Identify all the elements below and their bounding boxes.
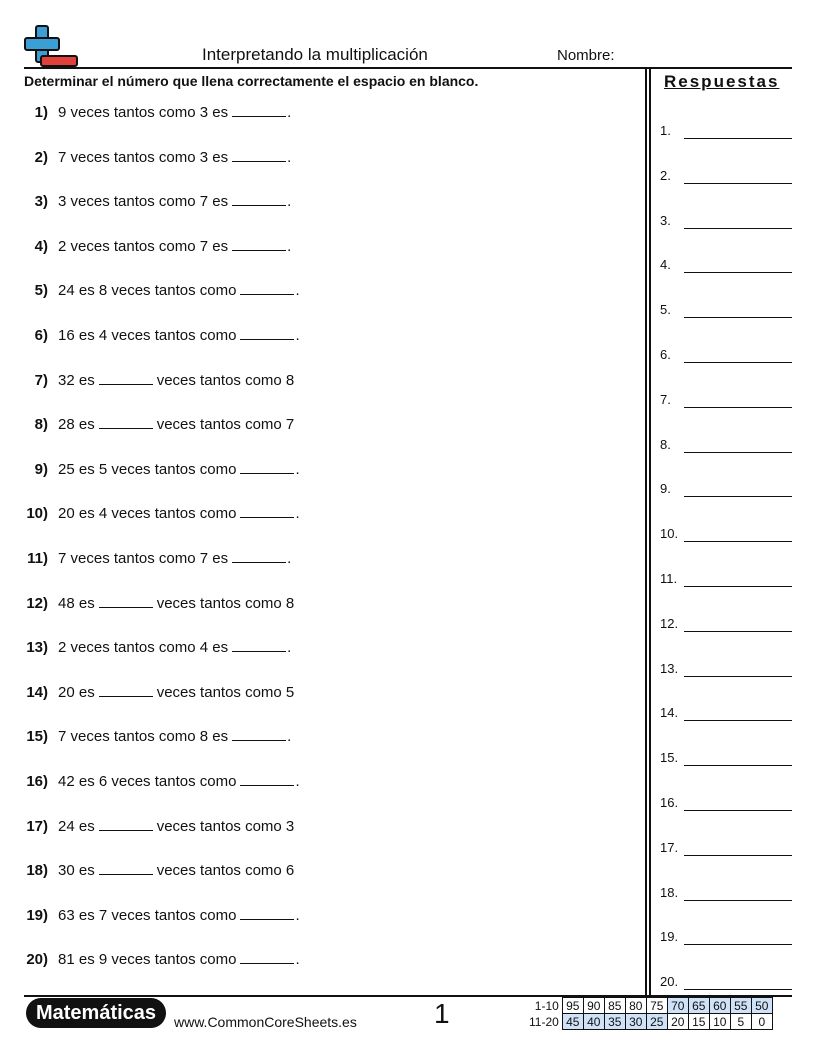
problem-item	[24, 370, 294, 390]
problem-number: 10)	[26, 505, 48, 523]
problem-text-before: 25 es 5 veces tantos como	[58, 460, 237, 478]
fill-in-blank[interactable]	[232, 147, 286, 162]
answer-line[interactable]	[684, 631, 792, 632]
answer-row	[660, 658, 792, 678]
problem-text-before: 28 es	[58, 416, 95, 434]
answer-line[interactable]	[684, 810, 792, 811]
answer-row	[660, 926, 792, 946]
answer-number: 6.	[660, 347, 671, 362]
score-cell: 65	[688, 998, 709, 1014]
page-title: Interpretando la multiplicación	[202, 45, 428, 64]
problem-text-after: .	[287, 237, 292, 255]
answer-number: 16.	[660, 795, 679, 810]
problem-text-before: 7 veces tantos como 3 es	[58, 148, 229, 166]
answer-row	[660, 702, 792, 722]
problem-item	[24, 726, 291, 746]
answer-number: 4.	[660, 257, 671, 273]
score-cell: 10	[709, 1014, 730, 1030]
answer-line[interactable]	[684, 407, 792, 408]
problem-item	[24, 325, 300, 345]
problem-text-after: .	[295, 505, 300, 523]
fill-in-blank[interactable]	[240, 280, 294, 295]
score-row	[526, 1014, 772, 1030]
problem-number: 15)	[26, 728, 48, 746]
problem-text-before: 16 es 4 veces tantos como	[58, 327, 237, 344]
answer-number: 17.	[660, 839, 679, 855]
score-cell: 60	[709, 998, 730, 1014]
answer-line[interactable]	[684, 720, 792, 721]
problem-text-after: .	[295, 951, 300, 969]
problem-text-after: .	[295, 773, 300, 790]
problem-item	[24, 236, 291, 256]
fill-in-blank[interactable]	[240, 905, 294, 920]
score-cell: 75	[646, 998, 667, 1014]
problem-text-before: 9 veces tantos como 3 es	[58, 104, 229, 121]
fill-in-blank[interactable]	[240, 503, 294, 518]
problem-text-after: veces tantos como 8	[156, 371, 295, 389]
answer-number: 15.	[660, 750, 679, 766]
fill-in-blank[interactable]	[240, 771, 294, 786]
problem-number: 13)	[26, 639, 48, 657]
answer-row	[660, 254, 792, 274]
answer-row	[660, 165, 792, 185]
problem-text-before: 42 es 6 veces tantos como	[58, 773, 237, 790]
answer-row	[660, 568, 792, 588]
answer-number: 12.	[660, 615, 679, 631]
answer-number: 20.	[660, 974, 679, 990]
problem-item	[24, 503, 300, 523]
answer-row	[660, 299, 792, 319]
score-cell: 25	[646, 1014, 667, 1030]
answer-line[interactable]	[684, 138, 792, 139]
problem-item	[24, 548, 291, 568]
answer-line[interactable]	[684, 541, 792, 542]
problem-text-after: .	[287, 550, 292, 567]
problem-item	[24, 905, 300, 925]
answer-number: 13.	[660, 660, 679, 676]
fill-in-blank[interactable]	[99, 682, 153, 697]
answer-line[interactable]	[684, 496, 792, 497]
problem-number: 4)	[34, 237, 48, 255]
answer-line[interactable]	[684, 272, 792, 273]
problem-text-before: 48 es	[58, 594, 95, 612]
fill-in-blank[interactable]	[240, 949, 294, 964]
score-cell: 90	[583, 998, 604, 1014]
answer-line[interactable]	[684, 362, 792, 363]
problem-item	[24, 682, 294, 702]
problem-number: 1)	[34, 104, 48, 121]
answer-row	[660, 747, 792, 767]
header-divider	[24, 67, 792, 69]
problem-text-before: 2 veces tantos como 7 es	[58, 237, 229, 255]
fill-in-blank[interactable]	[99, 816, 153, 831]
problem-number: 6)	[34, 327, 48, 344]
score-table	[526, 997, 773, 1030]
score-cell: 70	[667, 998, 688, 1014]
answer-number: 7.	[660, 391, 671, 407]
score-cell: 35	[604, 1014, 625, 1030]
answer-row	[660, 613, 792, 633]
problem-text-after: .	[287, 148, 292, 166]
answer-row	[660, 120, 792, 140]
answer-row	[660, 792, 792, 812]
score-cell: 30	[625, 1014, 646, 1030]
answer-number: 10.	[660, 526, 679, 542]
problem-text-after: .	[287, 639, 292, 657]
answer-row	[660, 971, 792, 991]
problem-item	[24, 593, 294, 613]
fill-in-blank[interactable]	[99, 593, 153, 608]
instructions: Determinar el número que llena correctamente el espacio en blanco.	[24, 73, 479, 89]
problem-text-after: .	[295, 906, 300, 924]
problem-text-before: 20 es	[58, 683, 95, 701]
answer-column-divider	[645, 69, 651, 995]
answer-number: 19.	[660, 929, 679, 945]
problem-text-before: 3 veces tantos como 7 es	[58, 193, 229, 211]
answer-line[interactable]	[684, 317, 792, 318]
problem-text-after: .	[295, 327, 300, 344]
problem-item	[24, 414, 294, 434]
problem-text-after: .	[295, 460, 300, 478]
answer-line[interactable]	[684, 765, 792, 766]
score-cell: 5	[730, 1014, 751, 1030]
answer-number: 5.	[660, 302, 671, 318]
problem-number: 14)	[26, 683, 48, 701]
problem-text-after: .	[287, 193, 292, 211]
answer-row	[660, 837, 792, 857]
problem-number: 5)	[34, 282, 48, 300]
problem-number: 7)	[34, 371, 48, 389]
plus-minus-logo-icon	[24, 24, 80, 68]
score-cell: 15	[688, 1014, 709, 1030]
fill-in-blank[interactable]	[240, 459, 294, 474]
problem-item	[24, 147, 291, 167]
score-cell: 40	[583, 1014, 604, 1030]
score-cell: 55	[730, 998, 751, 1014]
answers-title: Respuestas	[664, 72, 780, 91]
problem-number: 2)	[34, 148, 48, 166]
score-cell: 0	[751, 1014, 772, 1030]
problem-number: 12)	[26, 594, 48, 612]
fill-in-blank[interactable]	[240, 325, 294, 340]
fill-in-blank[interactable]	[232, 548, 286, 563]
problem-text-before: 30 es	[58, 862, 95, 880]
answer-number: 8.	[660, 436, 671, 452]
answer-line[interactable]	[684, 228, 792, 229]
score-row-label: 1-10	[534, 998, 559, 1013]
problem-text-after: veces tantos como 8	[156, 594, 295, 612]
answer-number: 3.	[660, 212, 671, 228]
problem-number: 17)	[26, 817, 48, 835]
answer-line[interactable]	[684, 452, 792, 453]
problem-text-after: veces tantos como 7	[156, 416, 295, 434]
answer-number: 14.	[660, 705, 679, 721]
answer-number: 9.	[660, 481, 671, 497]
answer-row	[660, 882, 792, 902]
problem-text-after: .	[287, 104, 292, 121]
problem-number: 16)	[26, 773, 48, 790]
fill-in-blank[interactable]	[99, 860, 153, 875]
answer-line[interactable]	[684, 900, 792, 901]
score-row-label: 11-20	[529, 1014, 559, 1029]
problem-number: 11)	[27, 550, 48, 567]
problem-item	[24, 771, 300, 791]
answer-row	[660, 523, 792, 543]
fill-in-blank[interactable]	[99, 370, 153, 385]
score-cell: 20	[667, 1014, 688, 1030]
problem-text-before: 7 veces tantos como 8 es	[58, 728, 229, 746]
problem-item	[24, 949, 300, 969]
problem-text-before: 32 es	[58, 371, 95, 389]
answer-row	[660, 389, 792, 409]
problem-item	[24, 191, 291, 211]
name-label: Nombre:	[557, 47, 615, 64]
answer-line[interactable]	[684, 989, 792, 990]
problem-text-after: veces tantos como 5	[156, 683, 295, 701]
answer-number: 11.	[660, 571, 678, 586]
site-url: www.CommonCoreSheets.es	[174, 1014, 357, 1030]
problem-text-after: .	[287, 728, 292, 746]
problem-text-after: veces tantos como 3	[156, 817, 295, 835]
problem-text-before: 24 es	[58, 817, 95, 835]
answer-line[interactable]	[684, 586, 792, 587]
answer-line[interactable]	[684, 183, 792, 184]
problem-text-before: 2 veces tantos como 4 es	[58, 639, 229, 657]
answer-number: 2.	[660, 167, 671, 183]
problem-number: 18)	[26, 862, 48, 880]
score-cell: 45	[562, 1014, 583, 1030]
answer-line[interactable]	[684, 944, 792, 945]
problem-text-before: 7 veces tantos como 7 es	[58, 550, 229, 567]
problem-text-before: 63 es 7 veces tantos como	[58, 906, 237, 924]
fill-in-blank[interactable]	[232, 191, 286, 206]
problem-item	[24, 280, 300, 300]
answer-row	[660, 210, 792, 230]
score-cell: 95	[562, 998, 583, 1014]
problem-number: 19)	[26, 906, 48, 924]
answer-row	[660, 434, 792, 454]
problem-text-after: veces tantos como 6	[156, 862, 295, 880]
problem-number: 9)	[34, 460, 48, 478]
fill-in-blank[interactable]	[232, 236, 286, 251]
problem-text-after: .	[295, 282, 300, 300]
problem-item	[24, 860, 294, 880]
problem-number: 20)	[26, 951, 48, 969]
score-cell: 50	[751, 998, 772, 1014]
problem-item	[24, 816, 294, 836]
fill-in-blank[interactable]	[99, 414, 153, 429]
fill-in-blank[interactable]	[232, 102, 286, 117]
problem-text-before: 24 es 8 veces tantos como	[58, 282, 237, 300]
score-cell: 85	[604, 998, 625, 1014]
problem-number: 8)	[34, 416, 48, 434]
answer-line[interactable]	[684, 676, 792, 677]
answer-row	[660, 478, 792, 498]
problem-item	[24, 637, 291, 657]
answer-number: 1.	[660, 123, 671, 138]
score-row	[526, 998, 772, 1014]
problem-item	[24, 459, 300, 479]
answer-row	[660, 344, 792, 364]
fill-in-blank[interactable]	[232, 726, 286, 741]
page-number: 1	[434, 998, 450, 1029]
score-cell: 80	[625, 998, 646, 1014]
fill-in-blank[interactable]	[232, 637, 286, 652]
problem-text-before: 20 es 4 veces tantos como	[58, 505, 237, 523]
problem-item	[24, 102, 291, 122]
problem-number: 3)	[34, 193, 48, 211]
answer-number: 18.	[660, 884, 679, 900]
brand-logo: Matemáticas	[26, 998, 166, 1028]
problem-text-before: 81 es 9 veces tantos como	[58, 951, 237, 969]
answer-line[interactable]	[684, 855, 792, 856]
